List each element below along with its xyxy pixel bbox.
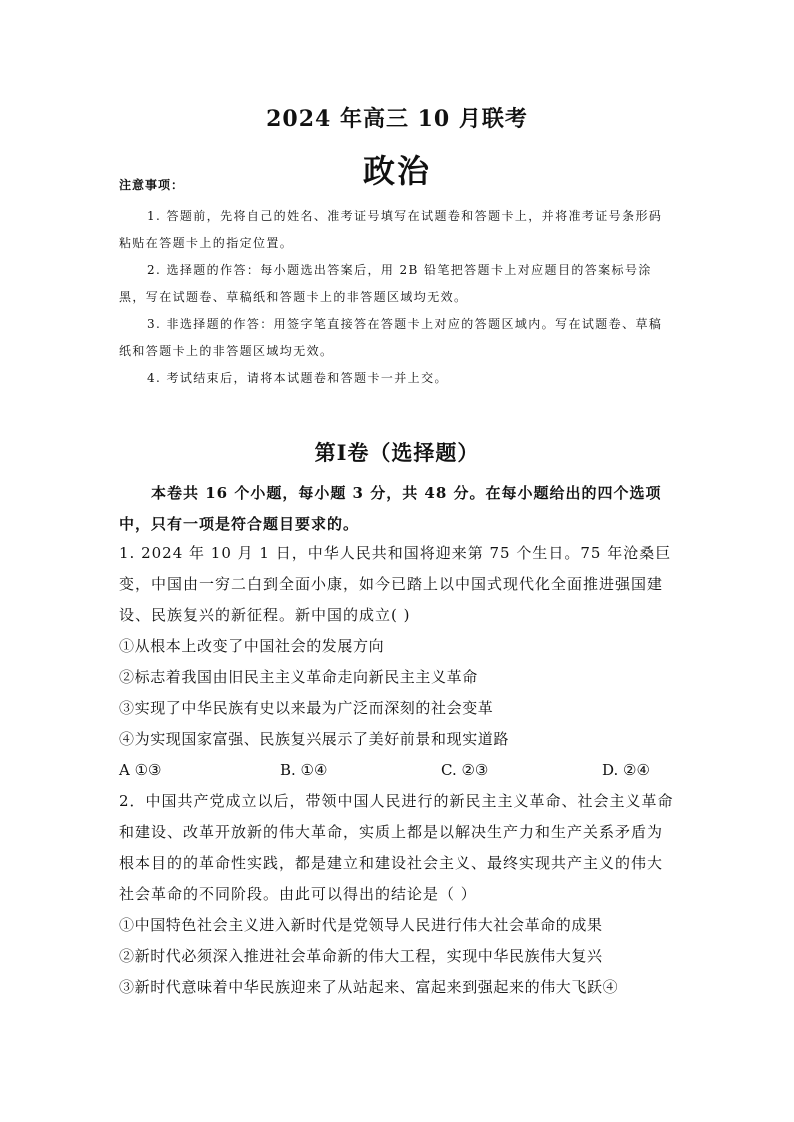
question-1-statement-1: ①从根本上改变了中国社会的发展方向 bbox=[119, 637, 385, 655]
notice-item-2: 2. 选择题的作答：每小题选出答案后，用 2B 铅笔把答题卡上对应题目的答案标号涂黑，写在试题卷、草稿纸和答题卡上的非答题区域均无效。 bbox=[119, 263, 652, 304]
question-2 bbox=[119, 786, 675, 1003]
notice-list bbox=[119, 203, 675, 392]
notice-item-1: 1. 答题前，先将自己的姓名、准考证号填写在试题卷和答题卡上，并将准考证号条形码粘贴在答题卡上的指定位置。 bbox=[119, 209, 663, 250]
notice-heading: 注意事项： bbox=[119, 178, 185, 192]
question-1-choices bbox=[119, 755, 675, 786]
notice-item-3: 3. 非选择题的作答：用签字笔直接答在答题卡上对应的答题区域内。写在试题卷、草稿纸和答题卡上的非答题区域均无效。 bbox=[119, 317, 663, 358]
question-1-statement-2: ②标志着我国由旧民主主义革命走向新民主主义革命 bbox=[119, 668, 478, 686]
question-1-choice-b: B. ①④ bbox=[280, 761, 328, 779]
section-title: 第Ⅰ卷（选择题） bbox=[314, 440, 480, 465]
subject-title: 政治 bbox=[362, 152, 431, 190]
question-1-choice-c: C. ②③ bbox=[441, 761, 489, 779]
question-2-stem: 2．中国共产党成立以后，带领中国人民进行的新民主主义革命、社会主义革命和建设、改革开放新的伟大革命，实质上都是以解决生产力和生产关系矛盾为根本目的的革命性实践，都是建立和建设社会主义、最终实现共产主义的伟大社会革命的不同阶段。由此可以得出的结论是（ ） bbox=[119, 792, 674, 903]
question-1-statement-4: ④为实现国家富强、民族复兴展示了美好前景和现实道路 bbox=[119, 730, 510, 748]
question-1-statement-3: ③实现了中华民族有史以来最为广泛而深刻的社会变革 bbox=[119, 699, 494, 717]
question-2-statement-2: ②新时代必须深入推进社会革命新的伟大工程，实现中华民族伟大复兴 bbox=[119, 947, 603, 965]
question-1-choice-d: D. ②④ bbox=[602, 761, 650, 779]
exam-title: 2024 年高三 10 月联考 bbox=[266, 106, 528, 132]
section-instruction: 本卷共 16 个小题，每小题 3 分，共 48 分。在每小题给出的四个选项中，只有一项是符合题目要求的。 bbox=[119, 484, 662, 533]
question-1 bbox=[119, 538, 675, 786]
question-list bbox=[119, 538, 675, 1003]
notice-item-4: 4. 考试结束后，请将本试题卷和答题卡一并上交。 bbox=[147, 371, 448, 385]
question-1-choice-a: A ①③ bbox=[119, 761, 162, 779]
question-2-statement-3: ③新时代意味着中华民族迎来了从站起来、富起来到强起来的伟大飞跃④ bbox=[119, 978, 619, 996]
question-1-stem: 1. 2024 年 10 月 1 日，中华人民共和国将迎来第 75 个生日。75 年沧桑巨变，中国由一穷二白到全面小康，如今已踏上以中国式现代化全面推进强国建设、民族复兴的新征程。新中国的成立( ) bbox=[119, 544, 672, 624]
question-2-statement-1: ①中国特色社会主义进入新时代是党领导人民进行伟大社会革命的成果 bbox=[119, 916, 603, 934]
